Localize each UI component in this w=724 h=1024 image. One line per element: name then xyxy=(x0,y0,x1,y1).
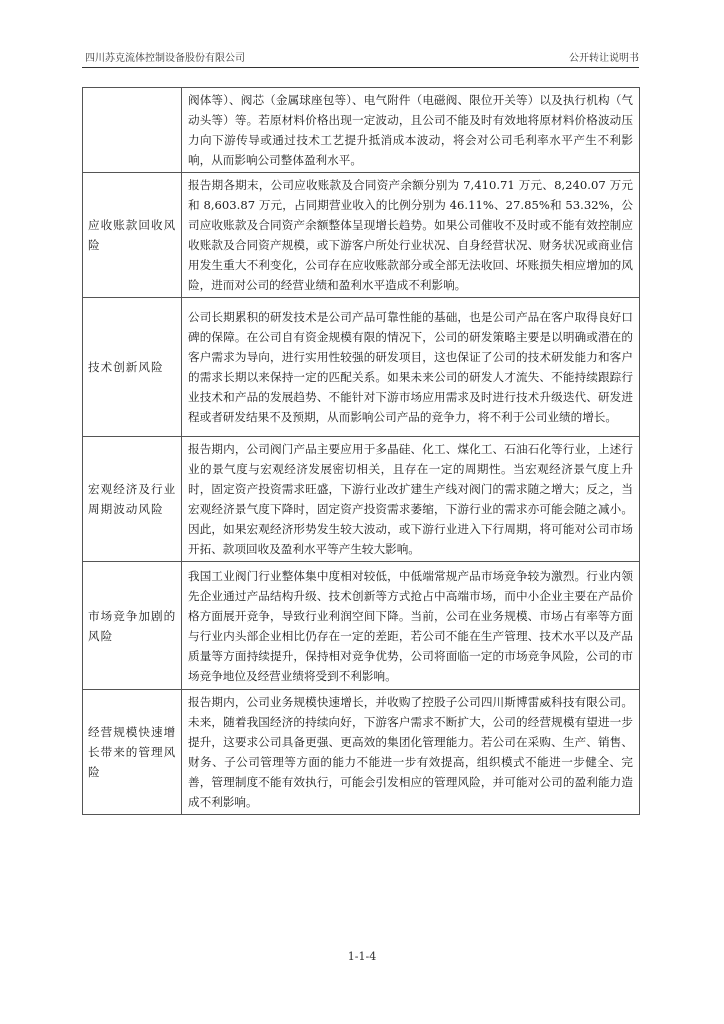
risk-label: 市场竞争加剧的风险 xyxy=(83,562,182,690)
risk-description: 阀体等）、阀芯（金属球座包等）、电气附件（电磁阀、限位开关等）以及执行机构（气动头等）等。若原材料价格出现一定波动，且公司不能及时有效地将原材料价格波动压力向下游传导或通过技术工艺提升抵消成本波动，将会对公司毛利率水平产生不利影响，从而影响公司整体盈利水平。 xyxy=(182,88,640,173)
risk-label xyxy=(83,88,182,173)
risk-description: 报告期内，公司业务规模快速增长，并收购了控股子公司四川斯博雷威科技有限公司。未来，随着我国经济的持续向好，下游客户需求不断扩大，公司的经营规模有望进一步提升，这要求公司具备更强、更高效的集团化管理能力。若公司在采购、生产、销售、财务、子公司管理等方面的能力不能进一步有效提高，组织模式不能进一步健全、完善，管理制度不能有效执行，可能会引发相应的管理风险，并可能对公司的盈利能力造成不利影响。 xyxy=(182,690,640,815)
risk-label: 技术创新风险 xyxy=(83,298,182,437)
table-row xyxy=(83,173,640,298)
header-document-title: 公开转让说明书 xyxy=(569,53,639,64)
risk-description: 我国工业阀门行业整体集中度相对较低，中低端常规产品市场竞争较为激烈。行业内领先企业通过产品结构升级、技术创新等方式抢占中高端市场，而中小企业主要在产品价格方面展开竞争，导致行业利润空间下降。当前，公司在业务规模、市场占有率等方面与行业内头部企业相比仍存在一定的差距，若公司不能在生产管理、技术水平以及产品质量等方面持续提升，保持相对竞争优势，公司将面临一定的市场竞争风险，公司的市场竞争地位及经营业绩将受到不利影响。 xyxy=(182,562,640,690)
risk-description: 报告期内，公司阀门产品主要应用于多晶硅、化工、煤化工、石油石化等行业，上述行业的景气度与宏观经济发展密切相关，且存在一定的周期性。当宏观经济景气度上升时，固定资产投资需求旺盛，下游行业改扩建生产线对阀门的需求随之增大；反之，当宏观经济景气度下降时，固定资产投资需求萎缩，下游行业的需求亦可能会随之减小。因此，如果宏观经济形势发生较大波动，或下游行业进入下行周期，将可能对公司市场开拓、款项回收及盈利水平等产生较大影响。 xyxy=(182,437,640,562)
page-header xyxy=(82,51,639,67)
risk-label: 经营规模快速增长带来的管理风险 xyxy=(83,690,182,815)
page-number: 1-1-4 xyxy=(347,950,377,963)
risk-description: 公司长期累积的研发技术是公司产品可靠性能的基础，也是公司产品在客户取得良好口碑的保障。在公司自有资金规模有限的情况下，公司的研发策略主要是以明确或潜在的客户需求为导向，进行实用性较强的研发项目，这也保证了公司的技术研发能力和客户的需求长期以来保持一定的匹配关系。如果未来公司的研发人才流失、不能持续跟踪行业技术和产品的发展趋势、不能针对下游市场应用需求及时进行技术升级迭代、研发进程或者研发结果不及预期，从而影响公司产品的竞争力，将不利于公司业绩的增长。 xyxy=(182,298,640,437)
risk-factors-table xyxy=(82,87,640,815)
risk-label: 宏观经济及行业周期波动风险 xyxy=(83,437,182,562)
header-company-name: 四川苏克流体控制设备股份有限公司 xyxy=(85,53,245,64)
table-row xyxy=(83,88,640,173)
table-row xyxy=(83,562,640,690)
risk-label: 应收账款回收风险 xyxy=(83,173,182,298)
header-divider xyxy=(82,67,639,68)
table-row xyxy=(83,690,640,815)
table-row xyxy=(83,437,640,562)
risk-description: 报告期各期末，公司应收账款及合同资产余额分别为 7,410.71 万元、8,240.07 万元和 8,603.87 万元，占同期营业收入的比例分别为 46.11%、27.85%和 53.32%，公司应收账款及合同资产余额整体呈现增长趋势。如果公司催收不及时或不能有效控制应收账款及合同资产规模，或下游客户所处行业状况、自身经营状况、财务状况或商业信用发生重大不利变化，公司存在应收账款部分或全部无法收回、坏账损失相应增加的风险，进而对公司的经营业绩和盈利水平造成不利影响。 xyxy=(182,173,640,298)
table-row xyxy=(83,298,640,437)
